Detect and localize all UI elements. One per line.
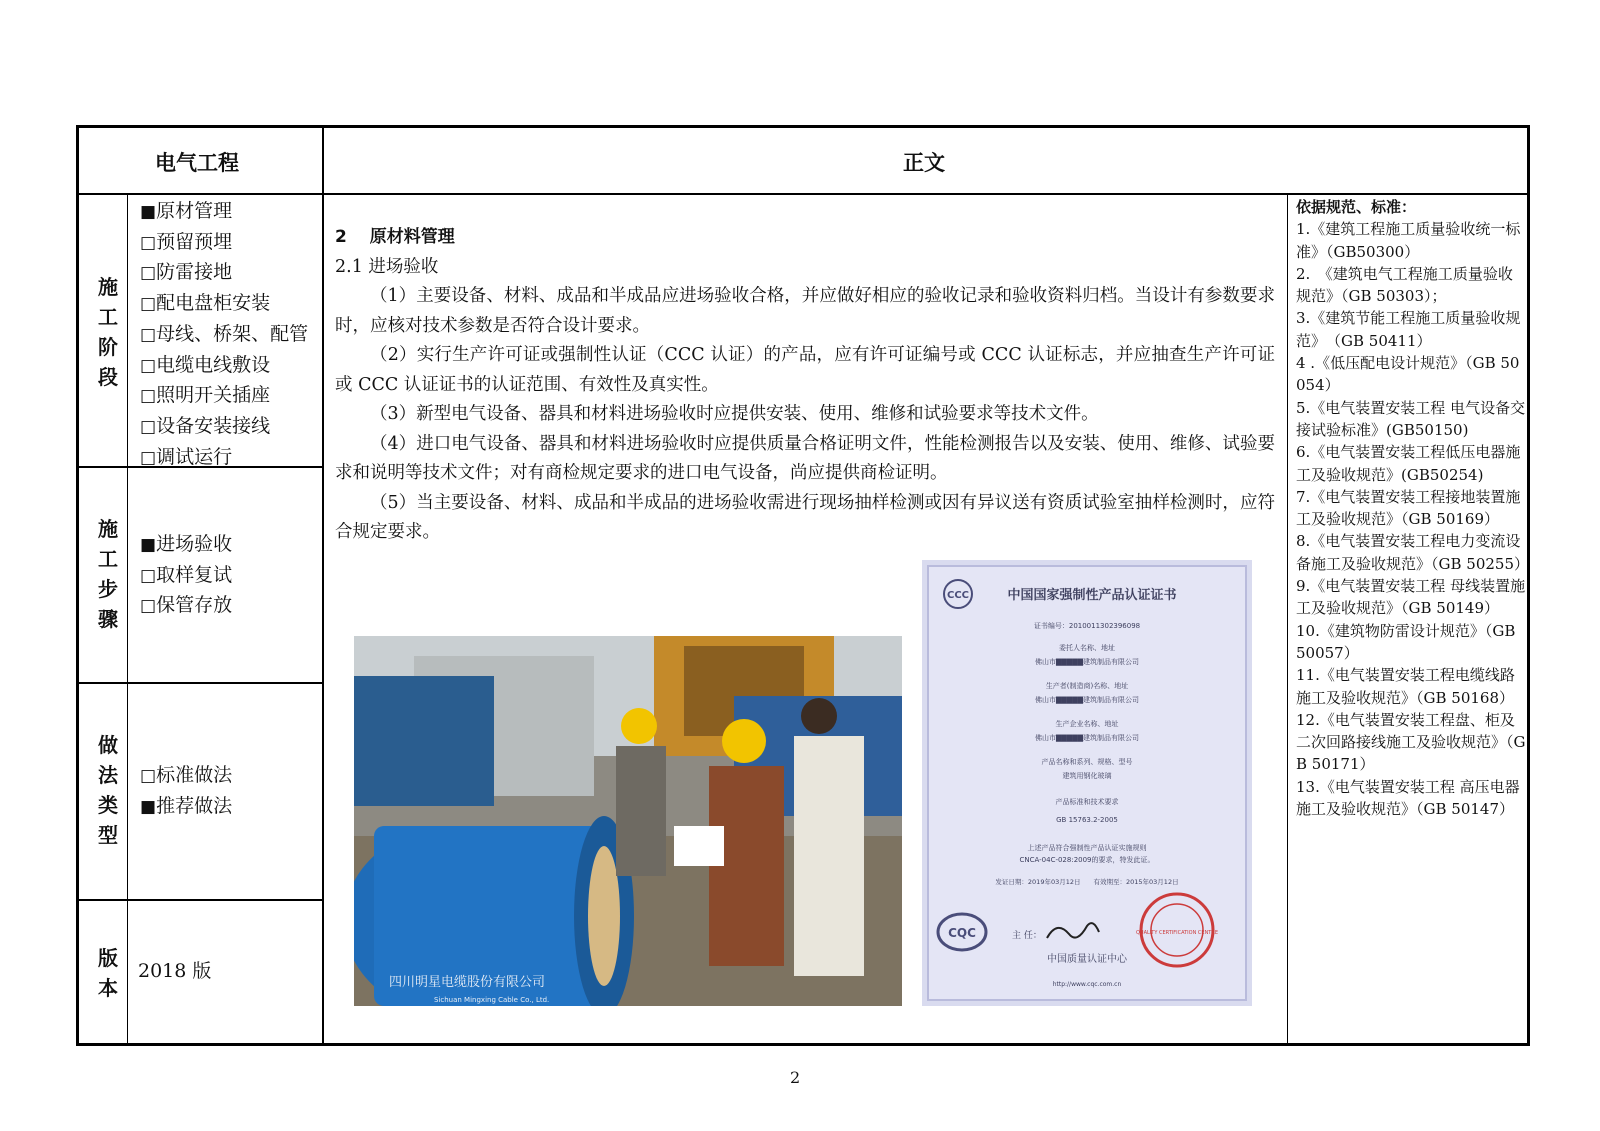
subsection-heading: 2.1 进场验收 <box>335 256 439 277</box>
certificate-row: 佛山市▇▇▇▇▇建筑制品有限公司 <box>1035 658 1139 666</box>
references-panel <box>1296 196 1529 820</box>
row-divider-3 <box>76 899 322 901</box>
body-paragraph: （2）实行生产许可证或强制性认证（CCC 认证）的产品，应有许可证编号或 CCC 认证标志，并应抽查生产许可证或 CCC 认证证书的认证范围、有效性及真实性。 <box>335 345 1275 395</box>
certificate-row: 委托人名称、地址 <box>1059 644 1115 652</box>
step-option[interactable]: □取样复试 <box>140 563 233 586</box>
certificate-row: 佛山市▇▇▇▇▇建筑制品有限公司 <box>1035 696 1139 704</box>
stage-option[interactable]: □防雷接地 <box>140 261 233 284</box>
body-paragraph: （4）进口电气设备、器具和材料进场验收时应提供质量合格证明文件，性能检测报告以及安装、使用、维修、试验要求和说明等技术文件；对有商检规定要求的进口电气设备，尚应提供商检证明。 <box>335 433 1275 483</box>
body-paragraph: （5）当主要设备、材料、成品和半成品的进场验收需进行现场抽样检测或因有异议送有资质试验室抽样检测时，应符合规定要求。 <box>335 492 1275 542</box>
reference-item: 13.《电气装置安装工程 高压电器施工及验收规范》（GB 50147） <box>1296 777 1520 819</box>
reference-item: 2. 《建筑电气工程施工质量验收规范》（GB 50303）； <box>1296 264 1513 306</box>
step-option[interactable]: □保管存放 <box>140 594 233 617</box>
references-title: 依据规范、标准： <box>1296 198 1417 216</box>
certificate-row: 上述产品符合强制性产品认证实施规则 <box>1027 844 1147 852</box>
stage-option[interactable]: □设备安装接线 <box>140 414 271 437</box>
stage-option[interactable]: □母线、桥架、配管 <box>140 322 309 345</box>
certificate-row: CNCA-04C-028:2009的要求，特发此证。 <box>1019 856 1155 864</box>
certificate-row: 发证日期：2019年03月12日 有效期至：2015年03月12日 <box>995 878 1179 886</box>
stage-option[interactable]: □电缆电线敷设 <box>140 353 271 376</box>
step-option[interactable]: ■进场验收 <box>140 533 233 555</box>
reference-item: 7.《电气装置安装工程接地装置施工及验收规范》（GB 50169） <box>1296 487 1521 529</box>
reel-company-text-en: Sichuan Mingxing Cable Co., Ltd. <box>434 996 550 1004</box>
body-paragraph: （1）主要设备、材料、成品和半成品应进场验收合格，并应做好相应的验收记录和验收资料归档。当设计有参数要求时，应核对技术参数是否符合设计要求。 <box>335 286 1275 336</box>
method-label: 做 法 类 型 <box>98 733 118 847</box>
header-category: 电气工程 <box>155 151 239 175</box>
stage-option[interactable]: □照明开关插座 <box>140 384 271 407</box>
reference-item: 6.《电气装置安装工程低压电器施工及验收规范》(GB50254) <box>1296 443 1521 484</box>
certificate-row: 生产者(制造商)名称、地址 <box>1045 682 1129 690</box>
refs-column-divider <box>1287 193 1288 1046</box>
reference-item: 9.《电气装置安装工程 母线装置施工及验收规范》（GB 50149） <box>1296 577 1526 618</box>
certificate-signature-label: 主 任： <box>1012 931 1042 941</box>
version-label: 版 本 <box>98 946 118 1000</box>
reference-item: 4 .《低压配电设计规范》（GB 50054） <box>1296 354 1520 395</box>
row-divider-2 <box>76 682 322 684</box>
header-divider <box>76 193 1530 195</box>
method-options <box>140 761 232 822</box>
stage-option[interactable]: □预留预埋 <box>140 230 233 253</box>
certificate-issuer: 中国质量认证中心 <box>1047 954 1127 965</box>
reel-company-text: 四川明星电缆股份有限公司 <box>389 975 546 990</box>
section-heading: 2 原材料管理 <box>335 227 455 247</box>
stage-option[interactable]: □调试运行 <box>140 445 233 468</box>
certificate-row: 生产企业名称、地址 <box>1055 720 1119 728</box>
method-option[interactable]: ■推荐做法 <box>140 794 233 817</box>
body-paragraph: （3）新型电气设备、器具和材料进场验收时应提供安装、使用、维修和试验要求等技术文件。 <box>370 404 1099 424</box>
seal-text: QUALITY CERTIFICATION CENTRE <box>1135 930 1219 936</box>
step-label: 施 工 步 骤 <box>98 517 118 631</box>
reference-item: 5.《电气装置安装工程 电气设备交接试验标准》(GB50150) <box>1296 398 1526 439</box>
version-value: 2018 版 <box>138 960 212 982</box>
reference-item: 10.《建筑物防雷设计规范》（GB 50057） <box>1296 621 1516 662</box>
certificate-row: 产品标准和技术要求 <box>1055 798 1119 806</box>
reference-item: 1.《建筑工程施工质量验收统一标准》（GB50300） <box>1296 220 1521 261</box>
stage-option[interactable]: ■原材管理 <box>140 200 233 222</box>
certificate-row: 建筑用钢化玻璃 <box>1062 772 1112 780</box>
page-number: 2 <box>790 1068 801 1087</box>
stage-label: 施 工 阶 段 <box>98 275 118 389</box>
certificate-row: 产品名称和系列、规格、型号 <box>1041 758 1133 766</box>
reference-item: 3.《建筑节能工程施工质量验收规范》 （GB 50411） <box>1296 309 1521 350</box>
ccc-logo-text: CCC <box>946 590 970 601</box>
reference-item: 12.《电气装置安装工程盘、柜及二次回路接线施工及验收规范》（GB 50171） <box>1296 710 1526 774</box>
site-inspection-photo <box>354 636 902 1006</box>
left-column-divider <box>322 125 324 1046</box>
method-option[interactable]: □标准做法 <box>140 764 233 786</box>
stage-options <box>140 197 308 473</box>
main-body <box>335 223 1275 548</box>
ccc-certificate-image <box>922 560 1252 1006</box>
step-options <box>140 530 232 622</box>
reference-item: 11.《电气装置安装工程电缆线路施工及验收规范》（GB 50168） <box>1296 666 1515 707</box>
certificate-number: 证书编号：2010011302396098 <box>1033 622 1141 630</box>
stage-option[interactable]: □配电盘柜安装 <box>140 292 271 315</box>
reference-item: 8.《电气装置安装工程电力变流设备施工及验收规范》（GB 50255） <box>1296 532 1529 573</box>
certificate-title: 中国国家强制性产品认证证书 <box>1007 588 1177 603</box>
header-title: 正文 <box>903 151 945 175</box>
cqc-logo-text: CQC <box>948 926 976 940</box>
certificate-row: GB 15763.2-2005 <box>1056 816 1118 824</box>
certificate-row: 佛山市▇▇▇▇▇建筑制品有限公司 <box>1035 734 1139 742</box>
certificate-url: http://www.cqc.com.cn <box>1052 981 1122 988</box>
